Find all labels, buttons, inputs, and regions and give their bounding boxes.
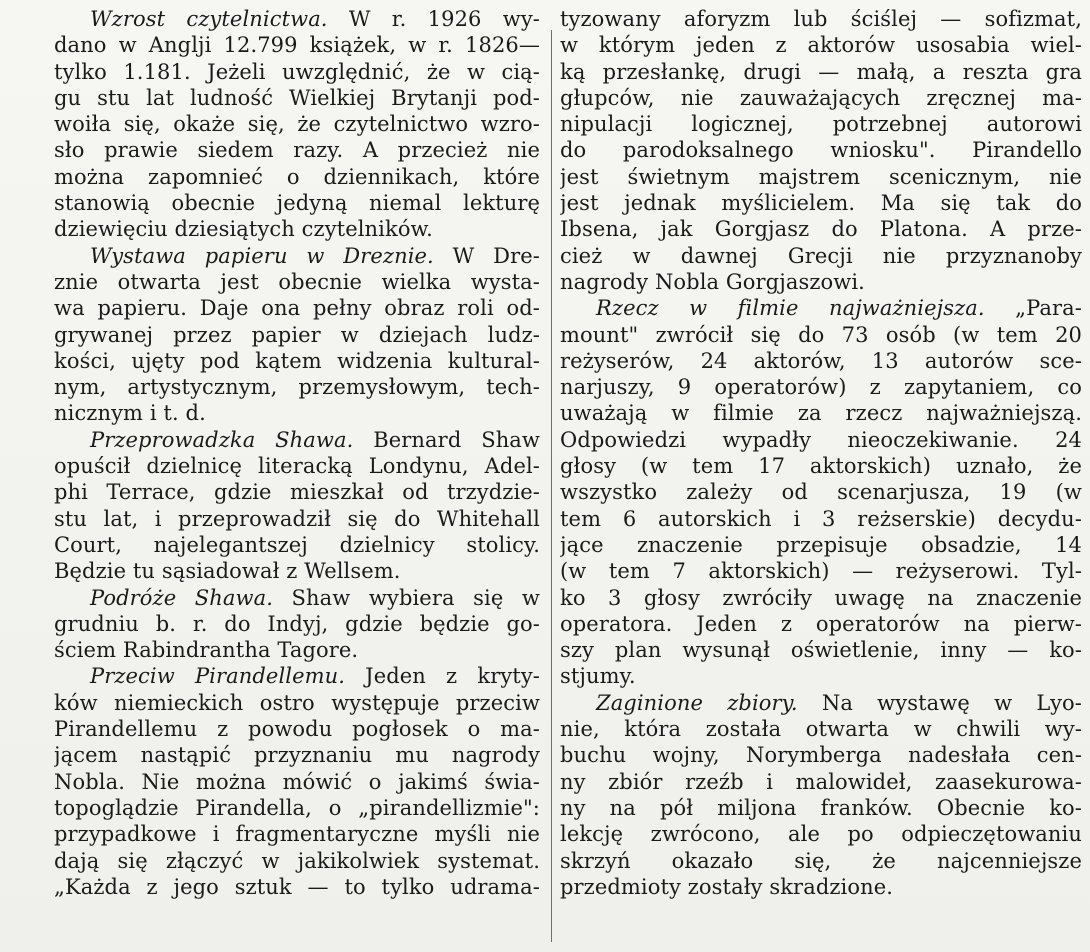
article-heading: Wystawa papieru w Dreznie. — [90, 243, 434, 268]
text-line: tem 6 autorskich i 3 reżserskie) decydu- — [560, 506, 1082, 531]
text-line: ko 3 głosy zwróciły uwagę na znaczenie — [560, 585, 1082, 610]
text-line: przypadkowe i fragmentaryczne myśli nie — [54, 822, 540, 847]
text-line: narjuszy, 9 operatorów) z zapytaniem, co — [560, 375, 1082, 400]
text-line: ny na pół miljona franków. Obecnie ko- — [560, 795, 1082, 820]
text-line: można zapomnieć o dziennikach, które — [54, 164, 540, 189]
article-lost-collections — [560, 690, 1082, 900]
text-line: phi Terrace, gdzie mieszkał od trzydzie- — [54, 480, 540, 505]
text-line: Court, najelegantszej dzielnicy stolicy. — [54, 532, 540, 557]
text-line: nie, która została otwarta w chwili wy- — [560, 717, 1082, 742]
text-line: opuścił dzielnicę literacką Londynu, Adel- — [54, 454, 540, 479]
text-line: dają się złączyć w jakikolwiek systemat. — [54, 848, 540, 873]
text-line: Pirandellemu z powodu pogłosek o ma- — [54, 717, 540, 742]
text-line: Ibsena, jak Gorgjasz do Platona. A prze- — [560, 217, 1082, 242]
text-line: mount" zwrócił się do 73 osób (w tem 20 — [560, 322, 1082, 347]
text-line: szy plan wysunął oświetlenie, inny — ko- — [560, 638, 1082, 663]
text-line: cież w dawnej Grecji nie przyznanoby — [560, 243, 1082, 268]
text-line: głupców, nie zauważających zręcznej ma- — [560, 85, 1082, 110]
text-line: jące znaczenie przepisuje obsadzie, 14 — [560, 532, 1082, 557]
text-line: stjumy. — [560, 664, 636, 689]
text-line: topoglądzie Pirandella, o „pirandellizmie": — [54, 795, 540, 820]
text-line: Podróże Shawa. Shaw wybiera się w — [90, 585, 540, 610]
text-line: Wzrost czytelnictwa. W r. 1926 wy- — [90, 7, 540, 31]
article-film-most-important — [560, 295, 1082, 689]
text-line: grywanej przez papier w dziejach ludz- — [54, 322, 540, 347]
article-shaw-travels — [54, 585, 540, 664]
text-line: nagrody Nobla Gorgjaszowi. — [560, 269, 865, 294]
text-line: tylko 1.181. Jeżeli uwzględnić, że w cią- — [54, 59, 540, 84]
text-line: Rzecz w filmie najważniejsza. „Para- — [596, 296, 1082, 321]
article-shaw-move — [54, 427, 540, 585]
text-line: stanowią obecnie jedyną niemal lekturę — [54, 191, 540, 216]
text-line: Zaginione zbiory. Na wystawę w Lyo- — [596, 690, 1082, 715]
text-line: Wystawa papieru w Dreznie. W Dre- — [90, 243, 540, 268]
text-line: „Każda z jego sztuk — to tylko udrama- — [54, 874, 540, 899]
right-column — [560, 6, 1082, 900]
article-reading-growth — [54, 6, 540, 243]
text-line: gu stu lat ludność Wielkiej Brytanji pod- — [54, 85, 540, 110]
article-pirandello-continued — [560, 6, 1082, 295]
text-line: wa papieru. Daje ona pełny obraz roli od- — [54, 296, 540, 321]
text-line: znie otwarta jest obecnie wielka wysta- — [54, 269, 540, 294]
text-line: dziewięciu dziesiątych czytelników. — [54, 217, 433, 242]
text-line: Nobla. Nie można mówić o jakimś świa- — [54, 769, 540, 794]
text-line: (w tem 7 aktorskich) — reżyserowi. Tyl- — [560, 559, 1082, 584]
text-line: w którym jeden z aktorów usosabia wiel- — [560, 33, 1082, 58]
text-line: lekcję zwrócono, ale po odpieczętowaniu — [560, 822, 1082, 847]
text-line: woiła się, okaże się, że czytelnictwo wzro- — [54, 112, 540, 137]
text-line: nicznym i t. d. — [54, 401, 206, 426]
text-line: reżyserów, 24 aktorów, 13 autorów sce- — [560, 348, 1082, 373]
text-line: przedmioty zostały skradzione. — [560, 874, 894, 899]
text-line: tyzowany aforyzm lub ściślej — sofizmat, — [560, 7, 1082, 31]
article-heading: Przeciw Pirandellemu. — [90, 664, 346, 689]
text-line: jącem nastąpić przyznaniu mu nagrody — [54, 743, 540, 768]
text-line: ką przesłankę, drugi — małą, a reszta gra — [560, 59, 1082, 84]
column-divider — [551, 30, 552, 942]
text-line: grudniu b. r. do Indyj, gdzie będzie go- — [54, 611, 540, 636]
text-line: Będzie tu sąsiadował z Wellsem. — [54, 559, 401, 584]
text-line: ków niemieckich ostro występuje przeciw — [54, 690, 540, 715]
text-line: Przeprowadzka Shawa. Bernard Shaw — [90, 427, 540, 452]
text-line: kości, ujęty pod kątem widzenia kultural- — [54, 348, 540, 373]
article-against-pirandello — [54, 663, 540, 900]
text-line: jest świetnym majstrem scenicznym, nie — [560, 164, 1082, 189]
text-line: operatora. Jeden z operatorów na pierw- — [560, 611, 1082, 636]
text-line: buchu wojny, Norymberga nadesłała cen- — [560, 743, 1082, 768]
article-heading: Przeprowadzka Shawa. — [90, 427, 354, 452]
text-line: do parodoksalnego wniosku". Pirandello — [560, 138, 1082, 163]
text-line: uważają w filmie za rzecz najważniejszą. — [560, 401, 1082, 426]
article-heading: Podróże Shawa. — [90, 585, 273, 610]
text-line: sło prawie siedem razy. A przecież nie — [54, 138, 540, 163]
text-line: nym, artystycznym, przemysłowym, tech- — [54, 375, 540, 400]
text-line: wszystko zależy od scenarjusza, 19 (w — [560, 480, 1082, 505]
article-heading: Zaginione zbiory. — [596, 690, 798, 715]
left-column — [54, 6, 540, 900]
text-line: Odpowiedzi wypadły nieoczekiwanie. 24 — [560, 427, 1082, 452]
text-line: ściem Rabindrantha Tagore. — [54, 638, 359, 663]
text-line: jest jednak myślicielem. Ma się tak do — [560, 191, 1082, 216]
text-line: nipulacji logicznej, potrzebnej autorowi — [560, 112, 1082, 137]
text-line: stu lat, i przeprowadził się do Whitehall — [54, 506, 540, 531]
text-line: ny zbiór rzeźb i malowideł, zaasekurowa- — [560, 769, 1082, 794]
text-line: dano w Anglji 12.799 książek, w r. 1826— — [54, 33, 540, 58]
article-paper-exhibition — [54, 243, 540, 427]
text-line: głosy (w tem 17 aktorskich) uznało, że — [560, 454, 1082, 479]
text-line: Przeciw Pirandellemu. Jeden z kryty- — [90, 664, 540, 689]
article-heading: Rzecz w filmie najważniejsza. — [596, 296, 985, 321]
text-line: skrzyń okazało się, że najcenniejsze — [560, 848, 1082, 873]
article-heading: Wzrost czytelnictwa. — [90, 7, 328, 31]
